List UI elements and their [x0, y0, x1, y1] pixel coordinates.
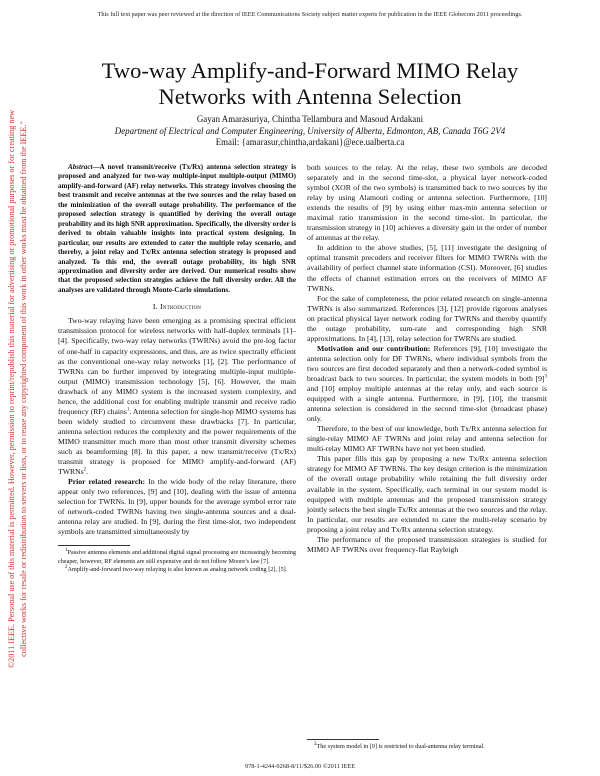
footnote-2-text: Amplify-and-forward two-way relaying is also known as analog network coding [2], [5]. — [67, 565, 288, 573]
title-line-2: Networks with Antenna Selection — [158, 84, 462, 109]
abstract — [58, 163, 296, 295]
right-paragraph-5: Therefore, to the best of our knowledge, both Tx/Rx antenna selection for single-relay MIMO AF TWRNs and joint relay and antenna selection for multi-relay MIMO AF TWRNs have not yet been studied. — [307, 424, 547, 454]
footnote-1 — [58, 549, 296, 565]
right-paragraph-3: For the sake of completeness, the prior related research on single-antenna TWRNs is also summarized. References [3], [12] provide rigorous analyses on practical physical layer network coding for TWRNs and thereby quantify the outage probability, sum-rate and corresponding high SNR approximations. In [4], [13], relay selection for TWRNs are studied. — [307, 293, 547, 343]
right-column — [307, 163, 547, 555]
abstract-text: —A novel transmit/receive (Tx/Rx) antenna selection strategy is proposed and analyzed for two-way multiple-input multiple-output (MIMO) amplify-and-forward (AF) relay networks. This strategy involves choosing the best transmit and receive antennas at the two sources and the relay based on the minimization of the overall outage probability. The performance of the proposed selection strategy is quantified by deriving the overall outage probability and its high SNR approximation. Specifically, the diversity order is derived to obtain valuable insights into practical system designing. In particular, our results are extended to cater the multiple relay scenario, and thereby, a joint relay and Tx/Rx antenna selection strategy is proposed and analyzed. To this end, the overall outage probability, its high SNR approximation and diversity order are derived. Our numerical results show that the proposed selection strategies achieve the full diversity order. All the analyses are validated through Monte-Carlo simulations. — [58, 163, 296, 294]
right-p4-text-b: and [10] employ multiple antennas at the relay only, and each source is equipped with a single antenna. Furthermore, in [9], [10], the transmit antenna selection is considered in the second time-slot (broadcast phase) only. — [307, 384, 547, 424]
intro-paragraph-2 — [58, 477, 296, 537]
section-numeral: I. — [152, 302, 158, 312]
footnote-mark-3: 3 — [314, 741, 317, 747]
footnote-mark-1: 1 — [65, 548, 68, 554]
motivation-label: Motivation and our contribution: — [317, 343, 431, 353]
right-footnote-block — [307, 739, 547, 751]
section-title: Introduction — [160, 302, 202, 312]
footnote-divider — [58, 545, 130, 546]
intro-p1-text-c: . — [86, 467, 89, 477]
copyright-line-1: ©2011 IEEE. Personal use of this material is permitted. However, permission to reprint/republish this material for advertising or promotional purposes or for creating new — [7, 109, 16, 669]
intro-p2-text: In the wide body of the relay literature, there appear only two references, [9] and [10], dealing with the issue of antenna selection for TWRNs. In [9], upper bounds for the average symbol error rate of network-coded TWRNs having two single-antenna sources and a dual-antenna relay are studied. In [9], during the first time-slot, two independent symbols are transmitted simultaneously by — [58, 477, 296, 537]
top-note: This full text paper was peer reviewed at the direction of IEEE Communications Society subject matter experts for publication in the IEEE Globecom 2011 proceedings. — [97, 11, 523, 18]
footnote-3 — [307, 743, 547, 751]
footnote-2 — [58, 566, 296, 574]
right-paragraph-6: This paper fills this gap by proposing a new Tx/Rx antenna selection strategy for MIMO AF TWRNs. The key design criterion is the minimization of the overall outage probability while retaining the full diversity order available in the system. Specifically, each terminal in our system model is equipped with multiple antennas and the proposed transmission strategy jointly selects the best single Tx/Rx antennas at the two sources and the relay. In particular, our results are extended to cater the multi-relay scenario by proposing a joint relay and Tx/Rx antenna selection strategy. — [307, 454, 547, 534]
footnote-ref-3: 3 — [544, 374, 547, 380]
right-p4-text-a: References [9], [10] investigate the antenna selection only for DF TWRNs, where individual symbols from the two sources are first decoded separately and then a network-coded symbol is broadcast back to two sources. In particular, the system models in both [9] — [307, 343, 548, 383]
footnote-divider-right — [307, 739, 379, 740]
author-block — [40, 114, 580, 149]
copyright-sidebar — [6, 14, 40, 764]
right-paragraph-1: both sources to the relay. At the relay, these two symbols are decoded separately and in the second time-slot, a physical layer network-coded symbol (XOR of the two symbols) is transmitted back to two sources by the relay by using Alamouti coding or antenna selection. Furthermore, [10] extends the results of [9] by using either max-min antenna selection or maximal ratio transmission in the second time-slot. In particular, the transmission strategy in [10] achieves a diversity gain in the order of number of antennas at the relay. — [307, 163, 547, 243]
copyright-line-2: collective works for resale or redistribution to servers or lists, or to reuse any copyrighted component of this work in other works must be obtained from the IEEE." — [18, 121, 28, 657]
footnote-mark-2: 2 — [65, 564, 68, 570]
left-column — [58, 163, 296, 574]
footnote-1-text: Passive antenna elements and additional digital signal processing are increasingly becoming cheaper, however, RF elements are still expensive and do not follow Moore’s law [7]. — [58, 549, 296, 565]
intro-p1-text-b: . Antenna selection for single-hop MIMO systems has been widely studied to circumvent these drawbacks [7]. In particular, antenna selection reduces the complexity and the power requirements of the MIMO transmitter much more than most other transmit diversity schemes such as beamforming [8]. In this paper, a new transmit/receive (Tx/Rx) transmit strategy is proposed for MIMO amplify-and-forward (AF) TWRNs — [58, 406, 296, 477]
right-paragraph-7: The performance of the proposed transmission strategies is studied for MIMO AF TWRNs over frequency-flat Rayleigh — [307, 534, 547, 554]
affiliation: Department of Electrical and Computer Engineering, University of Alberta, Edmonton, AB, Canada T6G 2V4 — [114, 125, 506, 136]
page-footer: 978-1-4244-9268-8/11/$26.00 ©2011 IEEE — [244, 763, 356, 770]
abstract-label: Abstract — [68, 163, 93, 171]
right-paragraph-4 — [307, 344, 547, 424]
author-names: Gayan Amarasuriya, Chintha Tellambura and Masoud Ardakani — [196, 114, 424, 124]
title-line-1: Two-way Amplify-and-Forward MIMO Relay — [101, 58, 519, 83]
section-heading-introduction — [58, 302, 296, 312]
footnote-3-text: The system model in [9] is restricted to dual-antenna relay terminal. — [316, 743, 485, 750]
email: Email: {amarasur,chintha,ardakani}@ece.ualberta.ca — [215, 137, 405, 148]
prior-research-label: Prior related research: — [68, 477, 146, 487]
footnote-ref-1: 1 — [126, 407, 130, 413]
footnote-ref-2: 2 — [83, 467, 87, 473]
paper-title — [40, 58, 580, 110]
intro-paragraph-1 — [58, 316, 296, 477]
intro-p1-text-a: Two-way relaying have been emerging as a promising spectral efficient transmission protocol for wireless networks with half-duplex terminals [1]–[4]. Specifically, two-way relay networks (TWRNs) avoid the pre-log factor of one-half in capacity expressions, and thus, are as twice spectrally efficient as the conventional one-way relay networks [1], [2]. The performance of TWRNs can be further improved by integrating multiple-input multiple-output (MIMO) transmission technology [5], [6]. However, the main drawback of any MIMO system is the increased system complexity, and hence, the additional cost for enabling multiple transmit and receive radio frequency (RF) chains — [58, 316, 296, 416]
right-paragraph-2: In addition to the above studies, [5], [11] investigate the designing of optimal transmit precoders and receiver filters for MIMO TWRNs with the availability of perfect channel state information (CSI). Moreover, [6] studies the effects of channel estimation errors on the receivers of MIMO AF TWRNs. — [307, 243, 547, 293]
